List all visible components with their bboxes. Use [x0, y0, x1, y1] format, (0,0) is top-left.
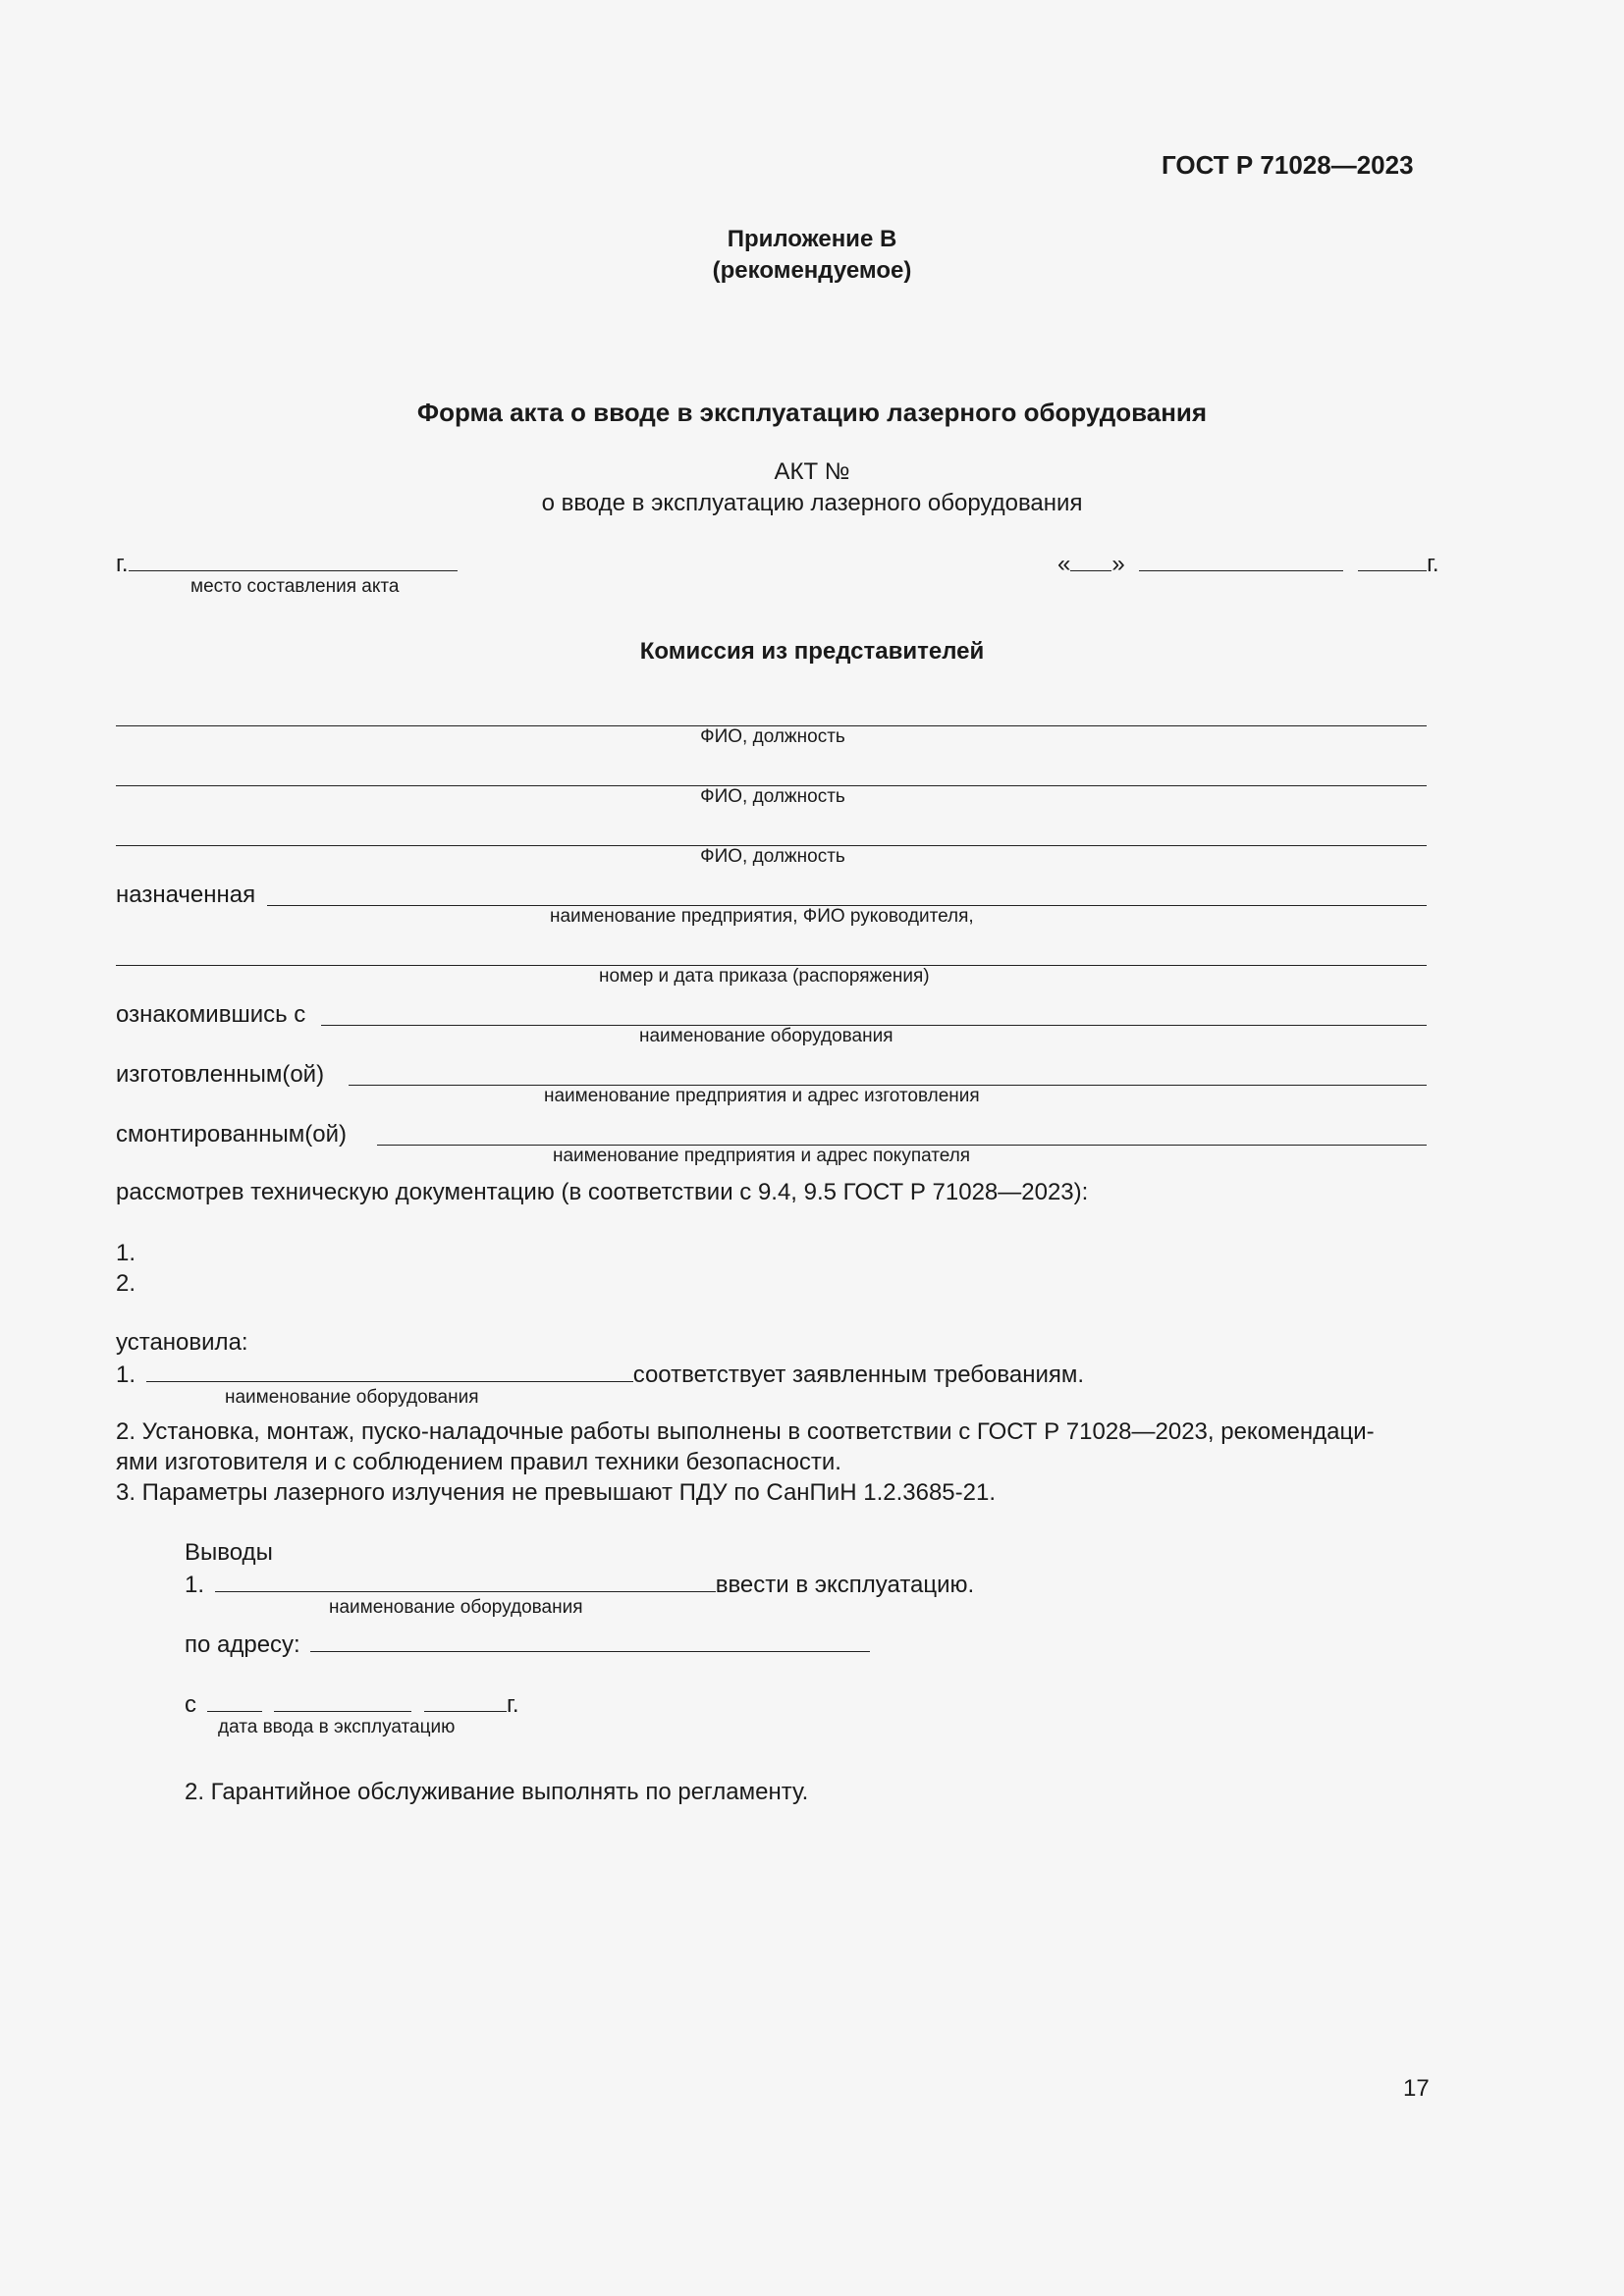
- familiar-label: ознакомившись с: [116, 1001, 306, 1028]
- act-subtitle: о вводе в эксплуатацию лазерного оборудования: [541, 490, 1083, 516]
- established-label: установила:: [116, 1329, 248, 1356]
- commission-heading: Комиссия из представителей: [639, 638, 985, 665]
- appointed-caption: наименование предприятия, ФИО руководителя,: [550, 906, 974, 927]
- made-label: изготовленным(ой): [116, 1061, 325, 1088]
- annex-subtitle: (рекомендуемое): [712, 257, 912, 284]
- member-caption-2: ФИО, должность: [700, 786, 845, 807]
- appointed-label: назначенная: [116, 881, 256, 908]
- review-text: рассмотрев техническую документацию (в соответствии с 9.4, 9.5 ГОСТ Р 71028—2023):: [116, 1179, 1089, 1205]
- established-item-3: 3. Параметры лазерного излучения не превышают ПДУ по СанПиН 1.2.3685-21.: [116, 1479, 996, 1506]
- address-label: по адресу:: [185, 1631, 300, 1658]
- established-item-1-suffix: соответствует заявленным требованиям.: [632, 1362, 1085, 1388]
- date-field[interactable]: [1057, 551, 1439, 576]
- conclusion-item-1-caption: наименование оборудования: [329, 1597, 583, 1618]
- date-suffix: г.: [507, 1691, 519, 1718]
- standard-number: ГОСТ Р 71028—2023: [1162, 150, 1414, 180]
- mounted-caption: наименование предприятия и адрес покупателя: [553, 1146, 971, 1166]
- established-item-1[interactable]: [116, 1362, 1084, 1387]
- date-close-quote: »: [1111, 551, 1125, 577]
- place-caption: место составления акта: [190, 576, 400, 597]
- conclusion-item-1-number: 1.: [185, 1572, 205, 1598]
- mounted-label: смонтированным(ой): [116, 1121, 348, 1148]
- act-title: АКТ №: [774, 458, 850, 485]
- page-number: 17: [1403, 2075, 1430, 2102]
- place-field[interactable]: [116, 551, 458, 576]
- conclusion-item-2: 2. Гарантийное обслуживание выполнять по регламенту.: [185, 1779, 809, 1805]
- conclusion-item-1-suffix: ввести в эксплуатацию.: [715, 1572, 975, 1598]
- established-item-1-number: 1.: [116, 1362, 136, 1388]
- member-caption-1: ФИО, должность: [700, 726, 845, 747]
- review-item-1: 1.: [116, 1240, 136, 1266]
- familiar-caption: наименование оборудования: [639, 1026, 893, 1046]
- conclusion-item-1[interactable]: [185, 1572, 974, 1597]
- conclusions-heading: Выводы: [185, 1539, 273, 1566]
- order-caption: номер и дата приказа (распоряжения): [599, 966, 930, 987]
- address-field[interactable]: [185, 1631, 870, 1657]
- established-item-2-line-2: ями изготовителя и с соблюдением правил техники безопасности.: [116, 1449, 841, 1475]
- established-item-1-caption: наименование оборудования: [225, 1387, 479, 1408]
- form-title: Форма акта о вводе в эксплуатацию лазерного оборудования: [416, 398, 1208, 427]
- date-prefix: с: [185, 1691, 196, 1718]
- place-prefix: г.: [116, 551, 129, 577]
- date-open-quote: «: [1057, 551, 1071, 577]
- commissioning-date-field[interactable]: [185, 1691, 519, 1717]
- member-caption-3: ФИО, должность: [700, 846, 845, 867]
- review-item-2: 2.: [116, 1270, 136, 1297]
- annex-title: Приложение В: [727, 226, 897, 252]
- made-caption: наименование предприятия и адрес изготовления: [544, 1086, 980, 1106]
- date-year-suffix: г.: [1427, 551, 1439, 577]
- commissioning-date-caption: дата ввода в эксплуатацию: [218, 1717, 456, 1737]
- established-item-2-line-1: 2. Установка, монтаж, пуско-наладочные работы выполнены в соответствии с ГОСТ Р 71028—2023, рекомендаци-: [116, 1418, 1375, 1445]
